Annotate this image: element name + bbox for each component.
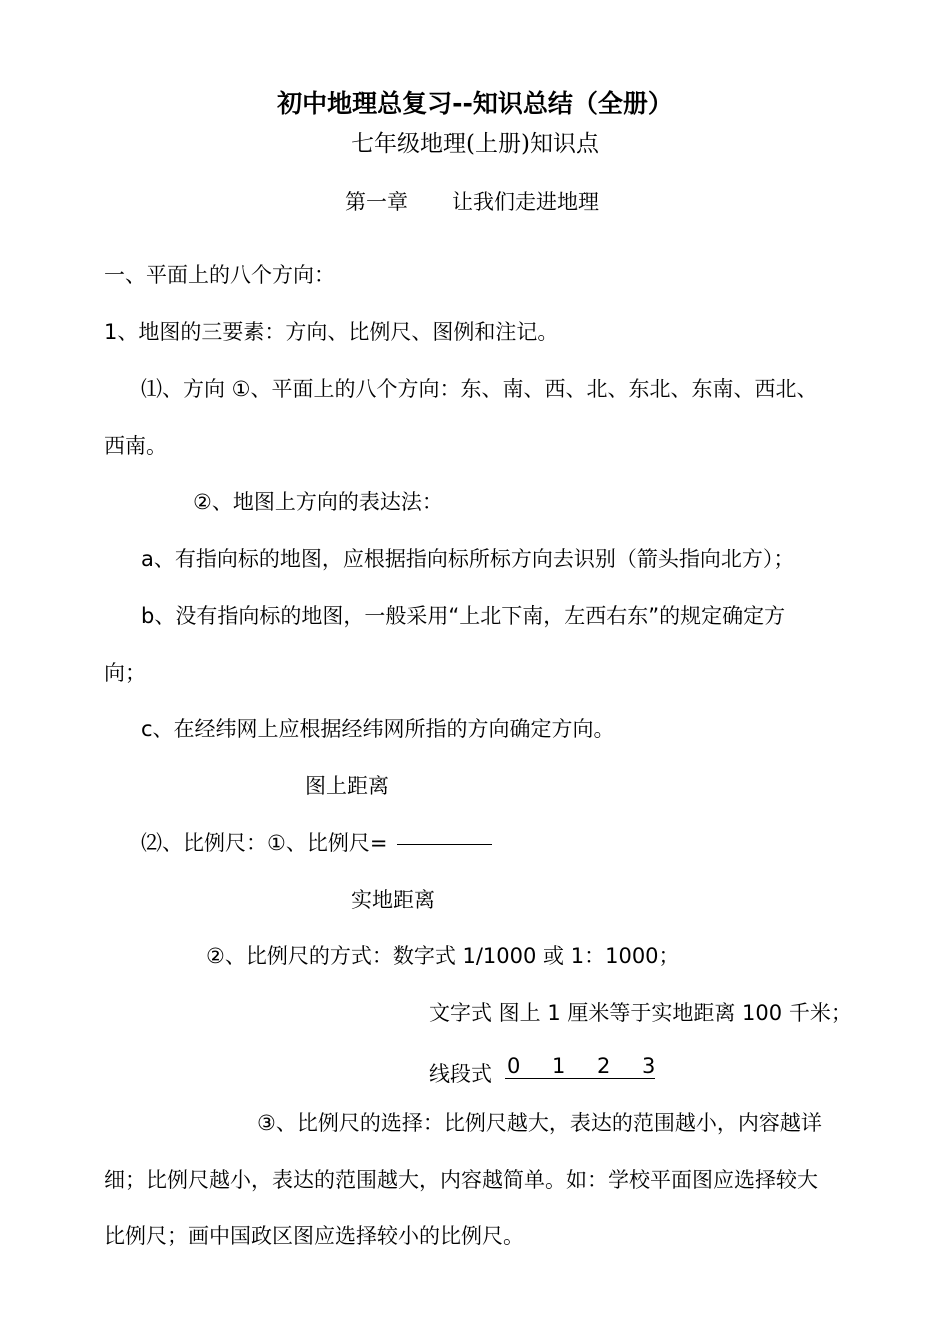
scale-tick-0: 0 [507, 1054, 521, 1078]
scale-formula: ⑵、比例尺：①、比例尺= [141, 831, 388, 855]
fraction-numerator: 图上距离 [305, 774, 389, 798]
line-form-label: 线段式 [429, 1062, 492, 1086]
scale-tick-3: 3 [642, 1054, 656, 1078]
chapter-number: 第一章 [345, 190, 408, 214]
paragraph-map-elements: 1、地图的三要素：方向、比例尺、图例和注记。 [104, 320, 559, 344]
paragraph-direction-expression: ②、地图上方向的表达法： [193, 490, 443, 514]
rule-b-line1: b、没有指向标的地图，一般采用“上北下南，左西右东”的规定确定方 [141, 604, 786, 628]
scale-forms: ②、比例尺的方式：数字式 1/1000 或 1：1000； [206, 944, 680, 968]
scale-tick-2: 2 [597, 1054, 611, 1078]
fraction-bar [397, 844, 492, 845]
chapter-name: 让我们走进地理 [452, 190, 599, 214]
selection-line3: 比例尺；画中国政区图应选择较小的比例尺。 [104, 1224, 524, 1248]
rule-b-line2: 向； [104, 661, 146, 685]
page-title: 初中地理总复习--知识总结（全册） [277, 89, 673, 118]
rule-a: a、有指向标的地图，应根据指向标所标方向去识别（箭头指向北方）； [141, 547, 795, 571]
fraction-denominator: 实地距离 [351, 888, 435, 912]
scale-tick-1: 1 [552, 1054, 566, 1078]
scale-bar-line [505, 1078, 655, 1079]
selection-line2: 细；比例尺越小，表达的范围越大，内容越简单。如：学校平面图应选择较大 [104, 1168, 818, 1192]
paragraph-direction-line2: 西南。 [104, 434, 167, 458]
paragraph-direction-line1: ⑴、方向 ①、平面上的八个方向：东、南、西、北、东北、东南、西北、 [141, 377, 818, 401]
rule-c: c、在经纬网上应根据经纬网所指的方向确定方向。 [141, 717, 615, 741]
selection-line1: ③、比例尺的选择：比例尺越大，表达的范围越小，内容越详 [257, 1111, 822, 1135]
text-form: 文字式 图上 1 厘米等于实地距离 100 千米； [429, 1001, 852, 1025]
section-heading: 一、平面上的八个方向： [104, 263, 335, 287]
chapter-heading [345, 188, 599, 216]
page-subtitle: 七年级地理(上册)知识点 [351, 131, 599, 157]
